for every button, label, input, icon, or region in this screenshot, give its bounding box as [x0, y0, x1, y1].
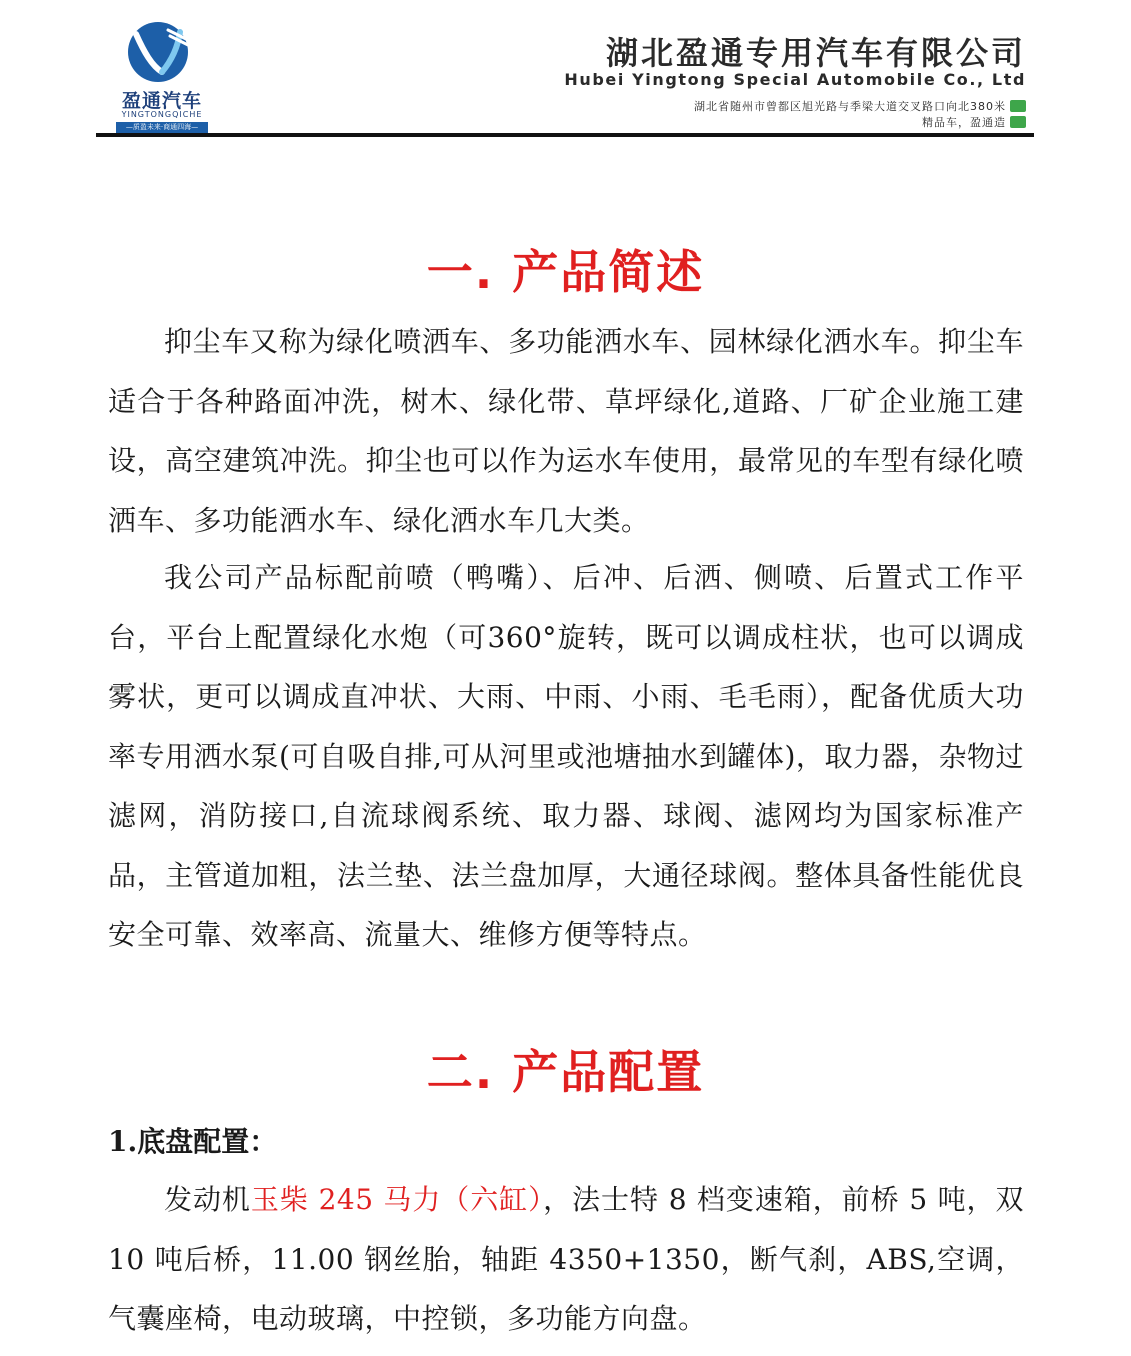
section-title-product-configuration: 二. 产品配置 [426, 1045, 705, 1099]
company-name-chinese: 湖北盈通专用汽车有限公司 [605, 34, 1026, 72]
letterhead [96, 18, 1034, 138]
chassis-prefix: 发动机 [164, 1183, 251, 1216]
overview-paragraph-2: 我公司产品标配前喷（鸭嘴）、后冲、后洒、侧喷、后置式工作平台，平台上配置绿化水炮（可360°旋转，既可以调成柱状，也可以调成雾状，更可以调成直冲状、大雨、中雨、小雨、毛毛雨），配备优质大功率专用洒水泵(可自吸自排,可从河里或池塘抽水到罐体)，取力器，杂物过滤网，消防接口,自流球阀系统、取力器、球阀、滤网均为国家标准产品，主管道加粗，法兰垫、法兰盘加厚，大通径球阀。整体具备性能优良安全可靠、效率高、流量大、维修方便等特点。 [108, 561, 1024, 951]
logo-mark-icon [122, 22, 198, 88]
tagline-text: 精品车，盈通造 [922, 116, 1006, 129]
section-title-product-overview: 一. 产品简述 [426, 245, 705, 299]
chassis-details: ，法士特 8 档变速箱，前桥 5 吨，双 10 吨后桥，11.00 钢丝胎，轴距 4350+1350，断气刹，ABS,空调，气囊座椅，电动玻璃，中控锁，多功能方向盘。 [108, 1183, 1024, 1335]
chassis-paragraph [108, 1170, 1024, 1349]
company-address [694, 98, 1026, 114]
company-name-english: Hubei Yingtong Special Automobile Co., Ltd [564, 70, 1026, 89]
logo-pinyin-name: YINGTONGQICHE [121, 110, 203, 119]
address-text: 湖北省随州市曾都区旭光路与季梁大道交叉路口向北380米 [694, 100, 1006, 113]
header-divider [96, 133, 1034, 137]
logo-chinese-name: 盈通汽车 [121, 90, 202, 112]
tagline-badge-icon [1010, 116, 1026, 128]
chassis-subtitle: 1.底盘配置： [108, 1125, 278, 1158]
logo-slogan: —质盈未来·商通四海— [116, 122, 208, 133]
company-logo [106, 22, 216, 132]
overview-paragraph-1: 抑尘车又称为绿化喷洒车、多功能洒水车、园林绿化洒水车。抑尘车适合于各种路面冲洗，树木、绿化带、草坪绿化,道路、厂矿企业施工建设，高空建筑冲洗。抑尘也可以作为运水车使用，最常见的车型有绿化喷洒车、多功能洒水车、绿化洒水车几大类。 [108, 325, 1024, 537]
address-badge-icon [1010, 100, 1026, 112]
engine-highlight: 玉柴 245 马力（六缸） [250, 1183, 544, 1216]
company-tagline [922, 114, 1026, 130]
